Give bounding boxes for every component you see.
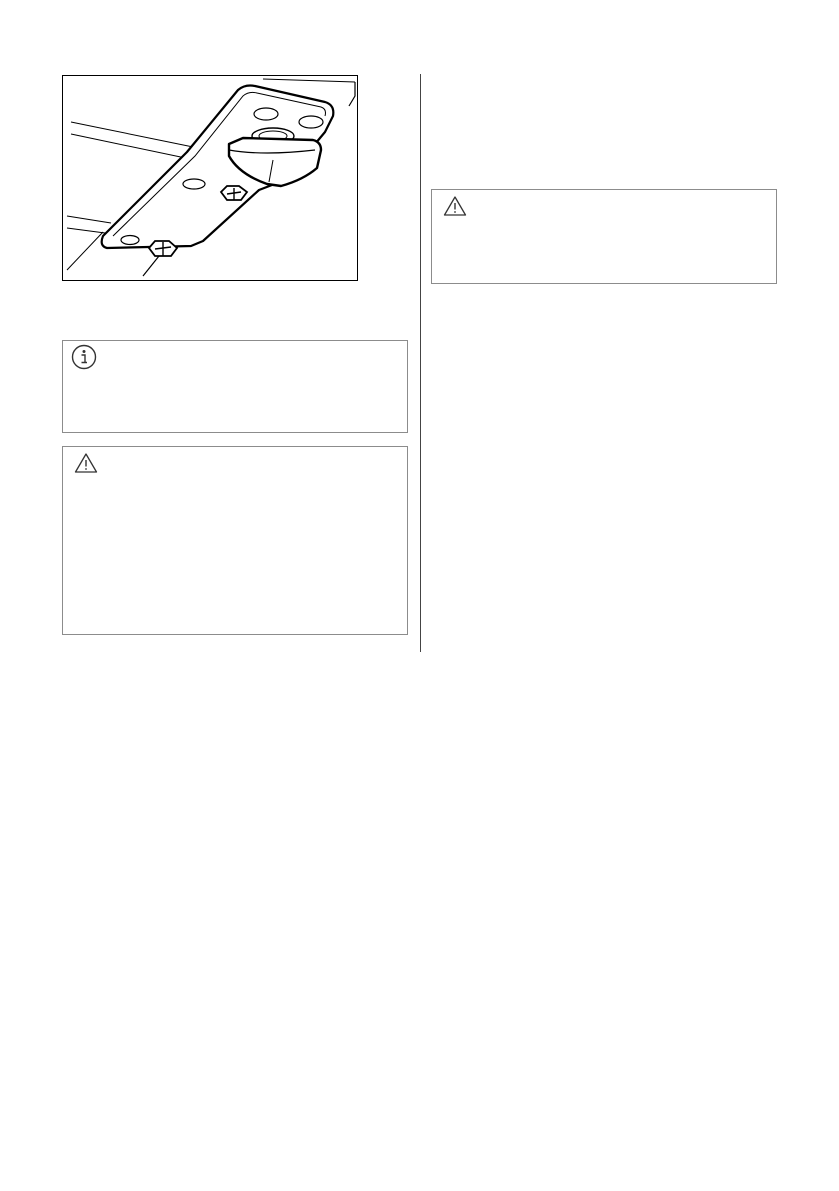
warning-triangle-icon (443, 195, 467, 222)
info-notice-box (62, 340, 408, 433)
warning-triangle-icon (74, 452, 98, 479)
installation-figure (62, 75, 358, 281)
info-icon (71, 344, 97, 375)
adjustable-foot-bracket-illustration (63, 76, 358, 281)
warning-notice-box-right (431, 189, 777, 284)
column-divider (420, 74, 421, 652)
warning-notice-box (62, 446, 408, 635)
